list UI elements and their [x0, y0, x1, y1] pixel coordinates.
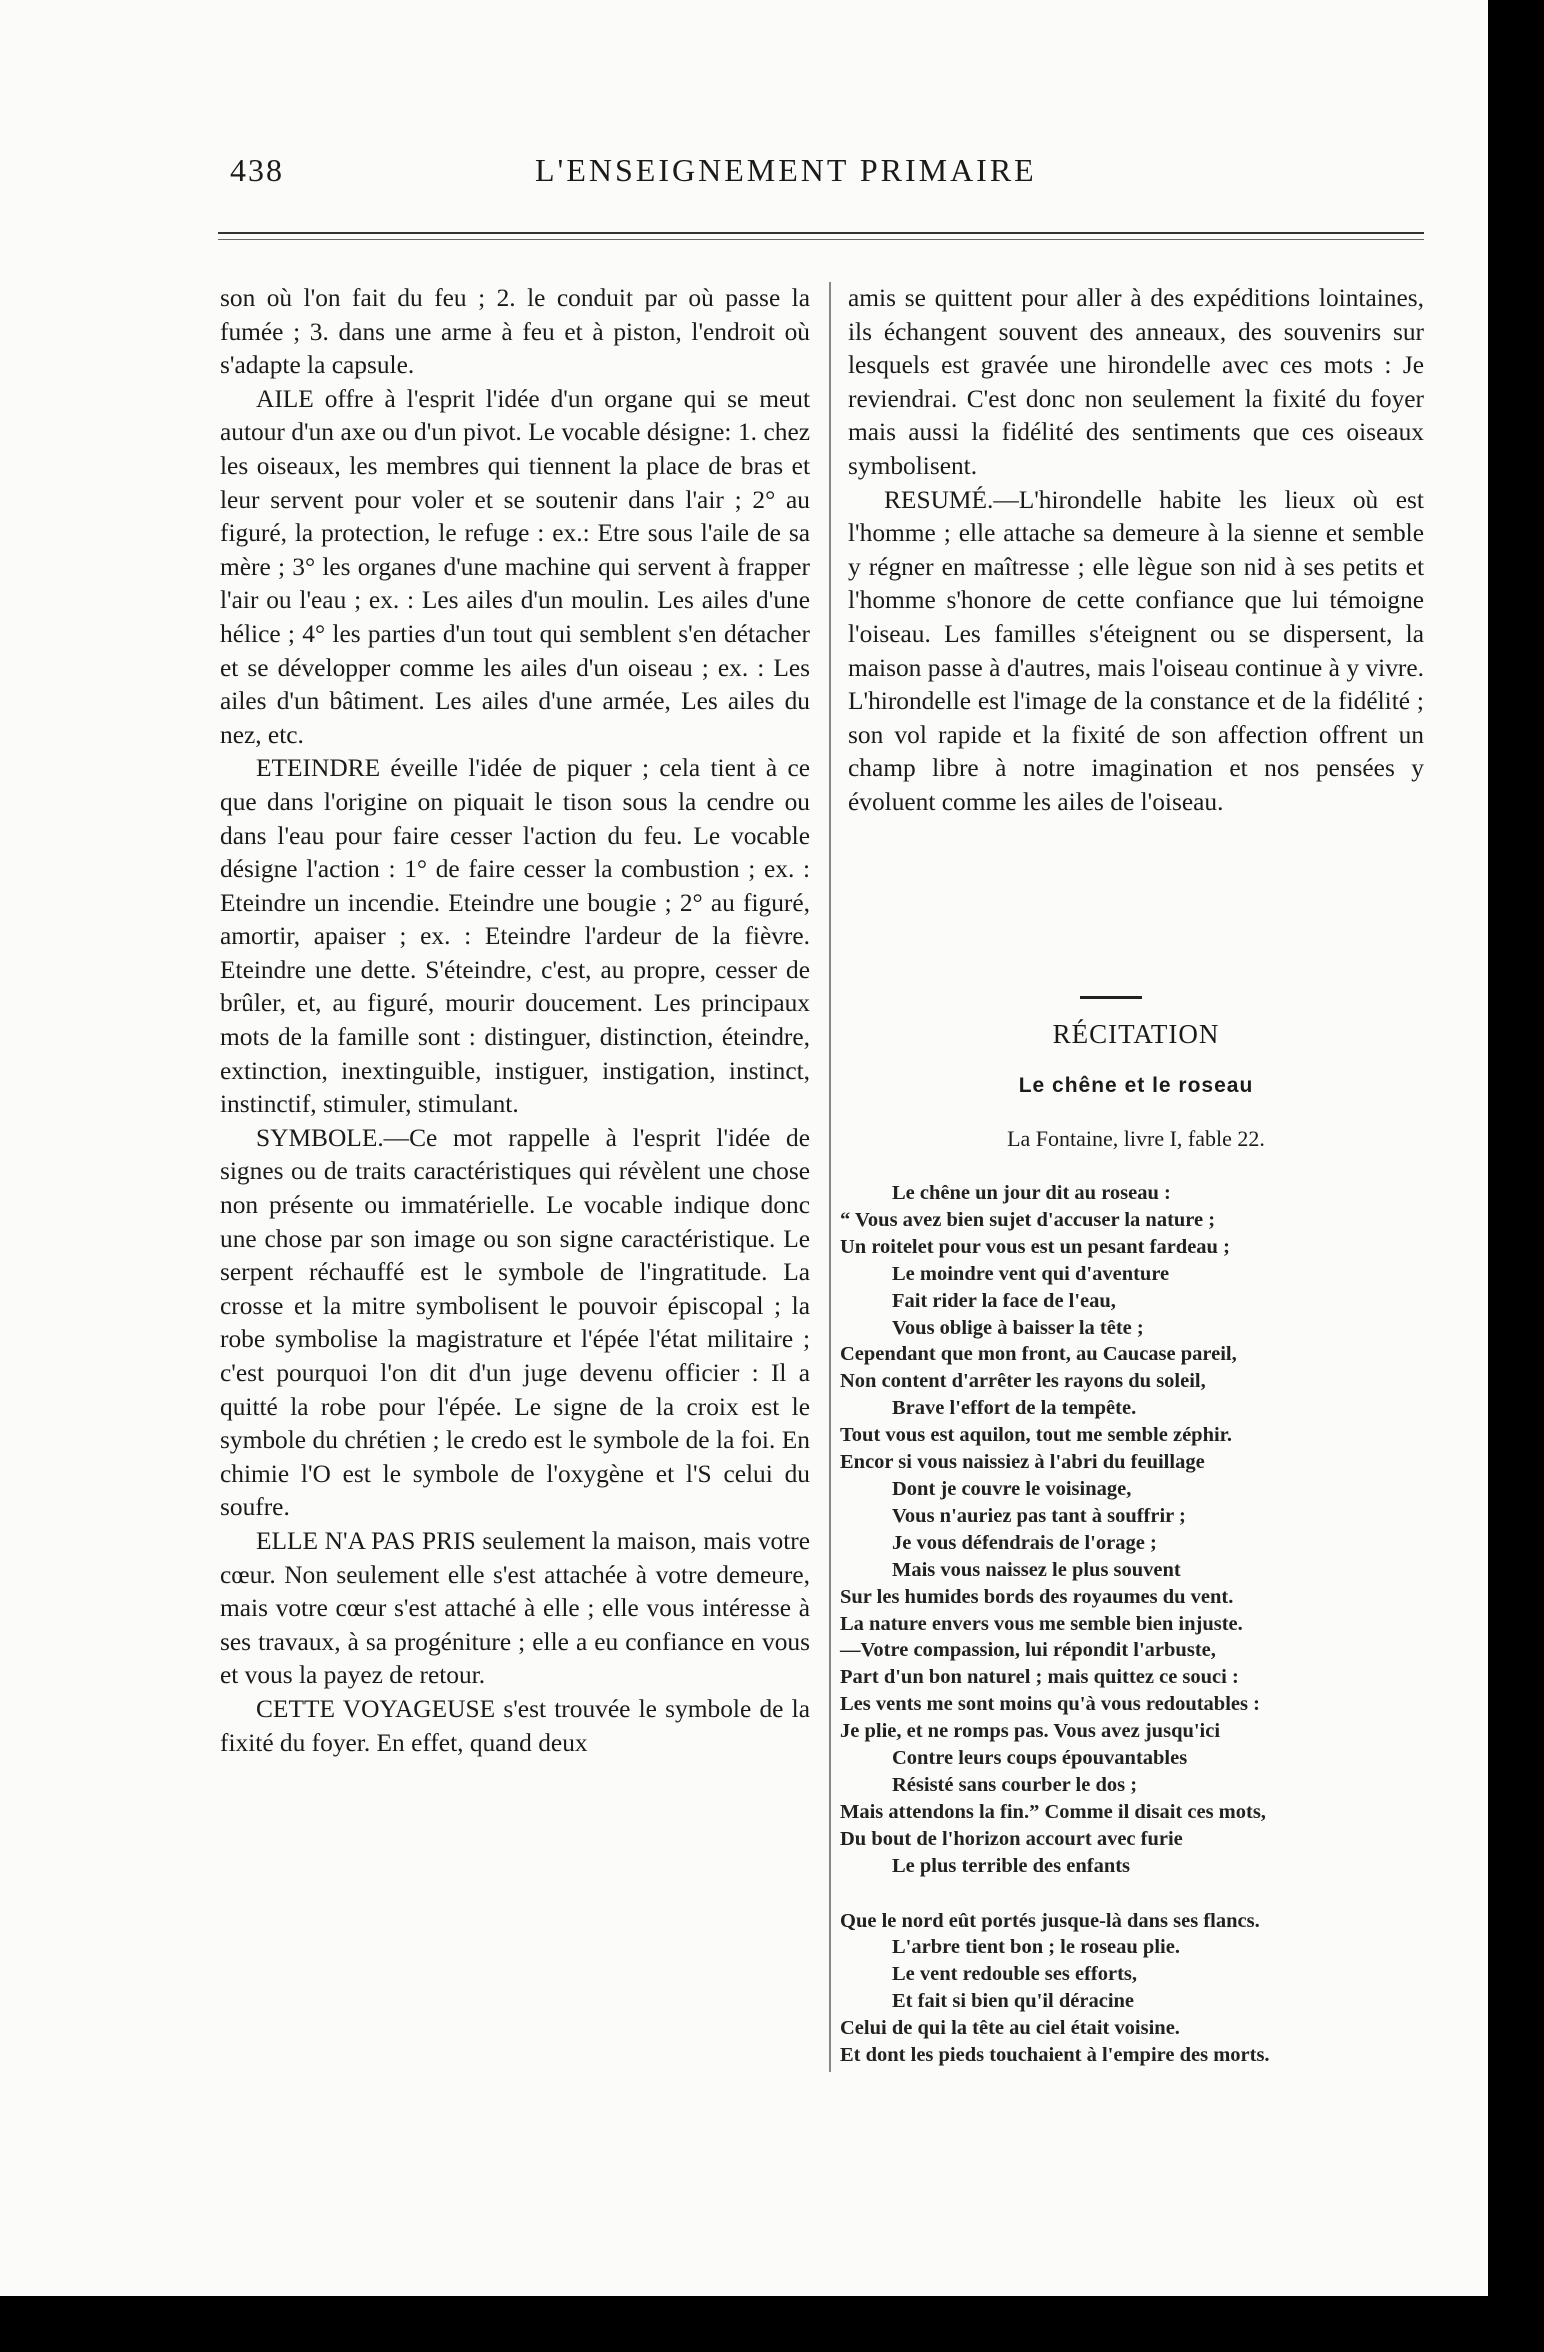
paragraph-symbole: SYMBOLE.—Ce mot rappelle à l'esprit l'idée de signes ou de traits caractéristiques qui révèlent une chose non présente ou immatérielle. Le vocable indique donc une chose par son image ou son signe caractéristique. Le serpent réchauffé est le symbole de l'ingratitude. La crosse et la mitre symbolisent le pouvoir épiscopal ; la robe symbolise la magistrature et l'épée l'état militaire ; c'est pourquoi l'on dit d'un juge devenu officier : Il a quitté la robe pour l'épée. Le signe de la croix est le symbole du chrétien ; le credo est le symbole de la foi. En chimie l'O est le symbole de l'oxygène et l'S celui du soufre.	[220, 1123, 810, 1522]
poem-line: Non content d'arrêter les rayons du soleil,	[840, 1370, 1206, 1393]
poem-body	[840, 1180, 1440, 2069]
paragraph-aile: AILE offre à l'esprit l'idée d'un organe qui se meut autour d'un axe ou d'un pivot. Le vocable désigne: 1. chez les oiseaux, les membres qui tiennent la place de bras et leur servent pour voler et se soutenir dans l'air ; 2° au figuré, la protection, le refuge : ex.: Etre sous l'aile de sa mère ; 3° les organes d'une machine qui servent à frapper l'air ou l'eau ; ex. : Les ailes d'un moulin. Les ailes d'une hélice ; 4° les parties d'un tout qui semblent s'en détacher et se développer comme les ailes d'un oiseau ; ex. : Les ailes d'un bâtiment. Les ailes d'une armée, Les ailes du nez, etc.	[220, 384, 810, 749]
poem-line: Vous n'auriez pas tant à souffrir ;	[892, 1504, 1186, 1527]
poem-line: Contre leurs coups épouvantables	[892, 1747, 1188, 1770]
poem-line: Que le nord eût portés jusque-là dans ses flancs.	[840, 1909, 1260, 1932]
paragraph-elle-na-pas-pris: ELLE N'A PAS PRIS seulement la maison, mais votre cœur. Non seulement elle s'est attachée à votre demeure, mais votre cœur s'est attaché à elle ; elle vous intéresse à ses travaux, à sa progéniture ; elle a eu confiance en vous et vous la payez de retour.	[220, 1526, 810, 1690]
poem-line: Le vent redouble ses efforts,	[892, 1963, 1138, 1986]
poem-line: Encor si vous naissiez à l'abri du feuillage	[840, 1451, 1205, 1474]
poem-line: Un roitelet pour vous est un pesant fardeau ;	[840, 1235, 1230, 1258]
header-rule	[218, 232, 1424, 234]
poem-line: Du bout de l'horizon accourt avec furie	[840, 1827, 1183, 1850]
page-number: 438	[230, 152, 284, 188]
poem-line: Les vents me sont moins qu'à vous redoutables :	[840, 1693, 1260, 1716]
journal-title: L'ENSEIGNEMENT PRIMAIRE	[535, 152, 1037, 188]
poem-line: —Votre compassion, lui répondit l'arbuste,	[840, 1639, 1216, 1662]
poem-line: Et dont les pieds touchaient à l'empire des morts.	[840, 2044, 1270, 2067]
paragraph-foyer-continued: son où l'on fait du feu ; 2. le conduit par où passe la fumée ; 3. dans une arme à feu et à piston, l'endroit où s'adapte la capsule.	[220, 284, 810, 380]
paragraph-resume: RESUMÉ.—L'hirondelle habite les lieux où est l'homme ; elle attache sa demeure à la sienne et semble y régner en maîtresse ; elle lègue son nid à ses petits et l'homme s'honore de cette confiance que lui témoigne l'oiseau. Les familles s'éteignent ou se dispersent, la maison passe à d'autres, mais l'oiseau continue à y vivre. L'hirondelle est l'image de la constance et de la fidélité ; son vol rapide et la fixité de son affection offrent un champ libre à notre imagination et nos pensées y évoluent comme les ailes de l'oiseau.	[848, 485, 1424, 816]
paragraph-cette-voyageuse: CETTE VOYAGEUSE s'est trouvée le symbole de la fixité du foyer. En effet, quand deux	[220, 1694, 810, 1757]
poem-line: Le moindre vent qui d'aventure	[892, 1262, 1170, 1285]
poem-line: Celui de qui la tête au ciel était voisine.	[840, 2017, 1180, 2040]
poem-line: Cependant que mon front, au Caucase pareil,	[840, 1343, 1237, 1366]
header-rule-thin	[218, 239, 1424, 240]
poem-line: Fait rider la face de l'eau,	[892, 1289, 1116, 1312]
poem-line: “ Vous avez bien sujet d'accuser la nature ;	[840, 1208, 1216, 1231]
poem-line: Tout vous est aquilon, tout me semble zéphir.	[840, 1424, 1233, 1447]
poem-title: Le chêne et le roseau	[1018, 1074, 1254, 1097]
poem-line: L'arbre tient bon ; le roseau plie.	[892, 1936, 1180, 1959]
poem-line: Vous oblige à baisser la tête ;	[892, 1316, 1144, 1339]
poem-line: Résisté sans courber le dos ;	[892, 1773, 1138, 1796]
poem-line: Et fait si bien qu'il déracine	[892, 1990, 1135, 2013]
recitation-heading: RÉCITATION	[1052, 1019, 1220, 1049]
paragraph-eteindre: ETEINDRE éveille l'idée de piquer ; cela tient à ce que dans l'origine on piquait le tison sous la cendre ou dans l'eau pour faire cesser l'action du feu. Le vocable désigne l'action : 1° de faire cesser la combustion ; ex. : Eteindre un incendie. Eteindre une bougie ; 2° au figuré, amortir, apaiser ; ex. : Eteindre l'ardeur de la fièvre. Eteindre une dette. S'éteindre, c'est, au propre, cesser de brûler, et, au figuré, mourir doucement. Les principaux mots de la famille sont : distinguer, distinction, éteindre, extinction, inextinguible, instiguer, instigation, instinct, instinctif, stimuler, stimulant.	[220, 754, 810, 1119]
poem-source: La Fontaine, livre I, fable 22.	[1007, 1126, 1265, 1151]
poem-line: Le chêne un jour dit au roseau :	[892, 1182, 1171, 1204]
poem-line: Le plus terrible des enfants	[892, 1854, 1131, 1877]
poem-line: Je plie, et ne romps pas. Vous avez jusqu'ici	[840, 1720, 1221, 1743]
poem-line: Mais attendons la fin.” Comme il disait ces mots,	[840, 1800, 1266, 1823]
poem-line: Je vous défendrais de l'orage ;	[892, 1531, 1157, 1554]
poem-line: Part d'un bon naturel ; mais quittez ce souci :	[840, 1666, 1239, 1689]
right-column	[848, 282, 1424, 820]
poem-line: La nature envers vous me semble bien injuste.	[840, 1612, 1243, 1635]
left-column	[220, 282, 810, 1760]
poem-line: Dont je couvre le voisinage,	[892, 1477, 1132, 1500]
section-separator	[1080, 996, 1142, 999]
poem-line: Mais vous naissez le plus souvent	[892, 1558, 1181, 1581]
stanza-gap	[840, 1880, 1440, 1908]
column-divider	[829, 282, 831, 2072]
poem-line: Sur les humides bords des royaumes du vent.	[840, 1585, 1234, 1608]
poem-line: Brave l'effort de la tempête.	[892, 1397, 1137, 1420]
paragraph-amis: amis se quittent pour aller à des expéditions lointaines, ils échangent souvent des anneaux, des souvenirs sur lesquels est gravée une hirondelle avec ces mots : Je reviendrai. C'est donc non seulement la fixité du foyer mais aussi la fidélité des sentiments que ces oiseaux symbolisent.	[848, 284, 1424, 480]
